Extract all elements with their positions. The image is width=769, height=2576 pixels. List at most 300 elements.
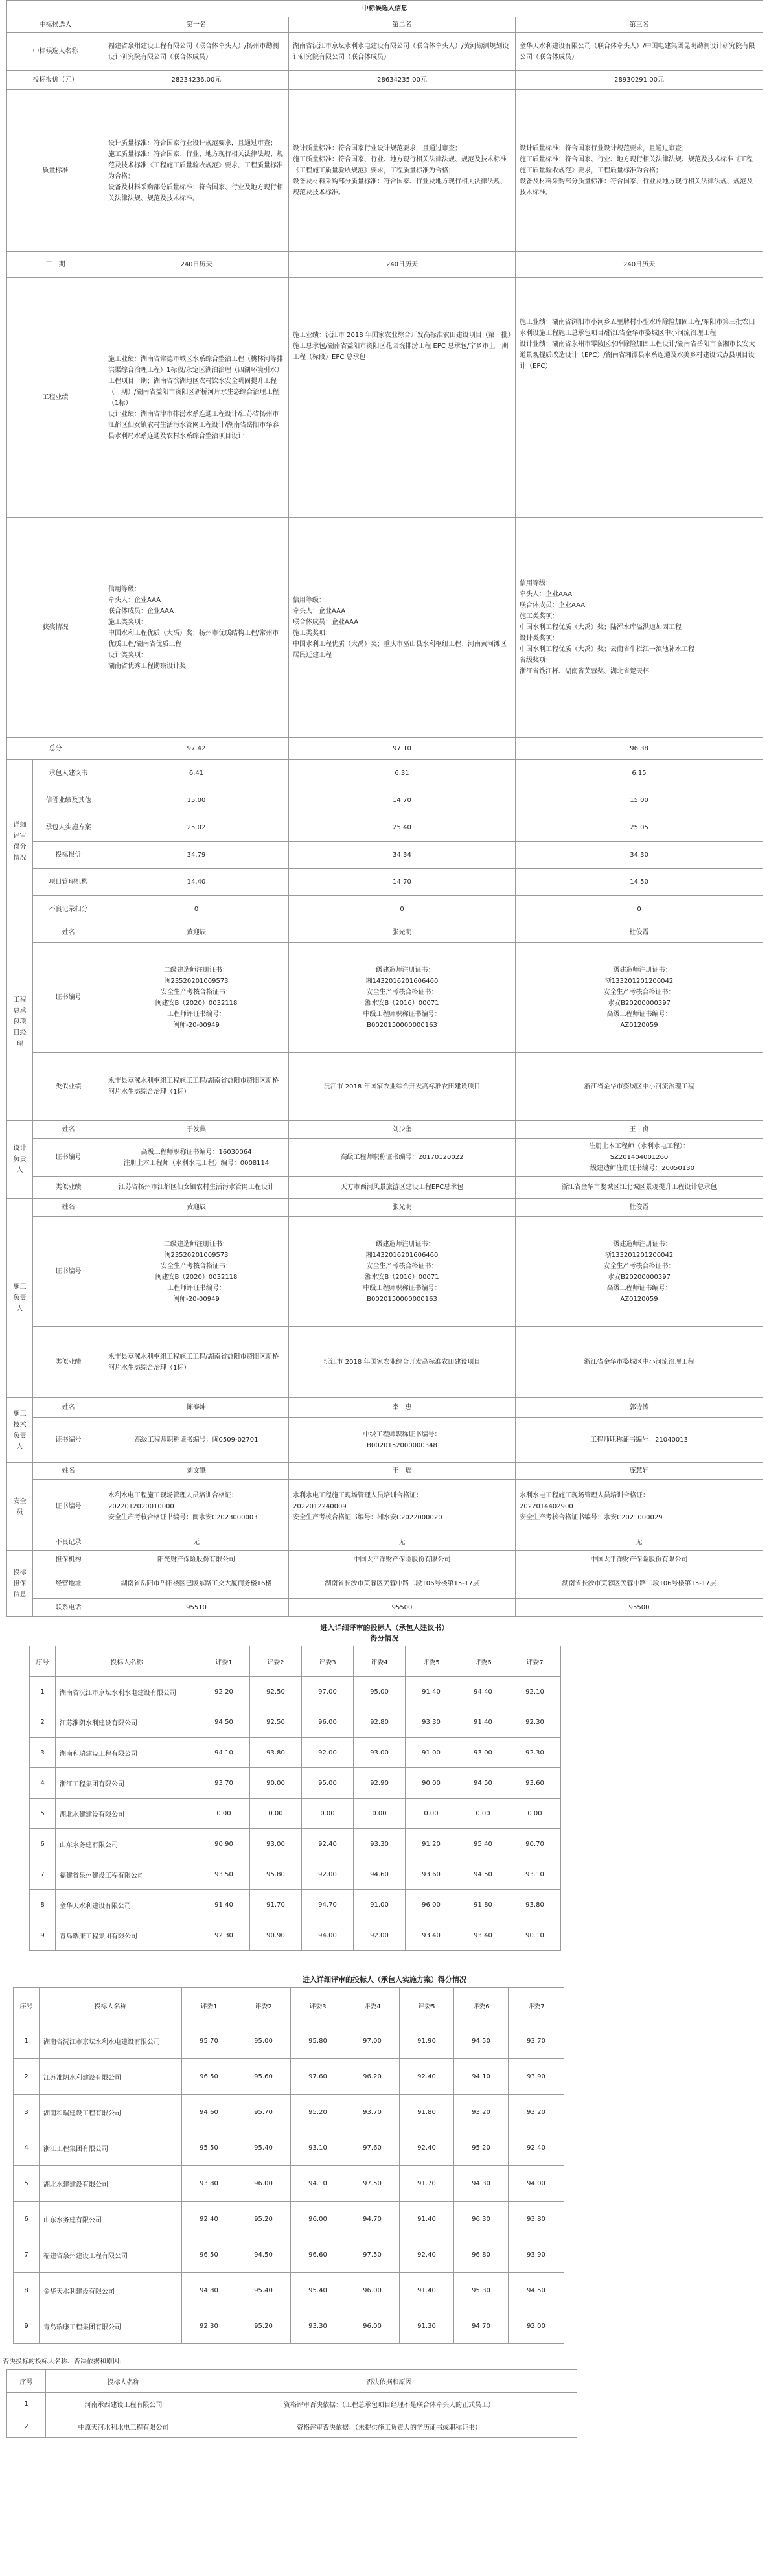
quality-third: 设计质量标准：符合国家行业设计规范要求，且通过审查； 施工质量标准：符合国家、行业、地方现行相关法律法规、规范及技术标准《工程施工质量验收规范》要求，工程质量标准为合格； 设备及材料采购部分质量标准：符合国家、行业及地方现行相关法律法规、规范及技术标准。 [516, 90, 763, 252]
score1-cell: 福建省泉州建设工程有限公司 [56, 1859, 198, 1890]
rejected-cell: 1 [7, 2393, 46, 2415]
pm-perf-second: 沅江市 2018 年国家农业综合开发高标准农田建设项目 [289, 1053, 516, 1121]
performance-first: 施工业绩：湖南省常德市城区水系综合整治工程（桃林河等排洪渠综合治理工程）1标段/永定区湖泊治理（四湖环境引水）工程项目一期；湖南省滨湖地区农村饮水安全巩固提升工程（一期）/湖南省益阳市资阳区新桥河片水生态综合治理工程（1标） 设计业绩：湖南省津市排涝水系连通工程设计/江苏省扬州市江都区仙女镇农村生活污水管网工程设计/湖南省岳阳市华容县水利局水系连通及农村水系综合整治项目设计 [104, 278, 289, 518]
construction-name-third: 杜俊霞 [516, 1199, 763, 1217]
score1-cell: 92.40 [302, 1829, 354, 1859]
score2-row [14, 2059, 564, 2095]
score1-cell: 90.90 [198, 1829, 250, 1859]
safety-bad-label: 不良记录 [33, 1534, 104, 1551]
score1-cell: 93.10 [509, 1859, 561, 1890]
score2-header-cell: 序号 [14, 1988, 40, 2023]
score2-cell: 91.90 [400, 2023, 454, 2059]
design-name-second: 刘少奎 [289, 1121, 516, 1139]
score2-cell: 94.50 [509, 2273, 564, 2308]
design-perf-label: 类似业绩 [33, 1177, 104, 1199]
bid-price-third: 28930291.00元 [516, 71, 763, 90]
score2-cell: 95.30 [454, 2273, 509, 2308]
detail-row-label: 项目管理机构 [33, 869, 104, 896]
score1-header-cell: 投标人名称 [56, 1646, 198, 1677]
construction-perf-third: 浙江省金华市婺城区中小河流治理工程 [516, 1327, 763, 1398]
tech-section-label: 施工技术负责人 [7, 1398, 33, 1463]
score1-cell: 92.90 [354, 1768, 406, 1799]
score1-cell: 江苏淮阴水利建设有限公司 [56, 1707, 198, 1738]
score1-cell: 93.80 [509, 1890, 561, 1920]
score1-cell: 金华天水利建设有限公司 [56, 1890, 198, 1920]
score2-cell: 95.70 [236, 2095, 291, 2130]
score2-cell: 94.50 [454, 2023, 509, 2059]
safety-section-label: 安全员 [7, 1463, 33, 1551]
safety-cert-third: 水利水电工程施工现场管理人员培训合格证： 2022014402900 安全生产考核合格证书编号：水安C2021000029 [516, 1480, 763, 1534]
design-perf-second: 天方市西河风景旅游区建设工程EPC总承包 [289, 1177, 516, 1199]
score1-header-cell: 序号 [30, 1646, 56, 1677]
rejected-header-cell: 序号 [7, 2370, 46, 2393]
score2-row [14, 2273, 564, 2308]
score2-cell: 95.20 [236, 2202, 291, 2237]
performance-third: 施工业绩：湖南省浏阳市小河乡五里牌村小型水库除险加固工程/东阳市第三批农田水利设施工程施工总承包项目/浙江省金华市婺城区中小河流治理工程 设计业绩：湖南省永州市零陵区水库除险加固工程设计/湖南省岳阳市临湘市长安大道景观提质改造设计（EPC）/湖南省湘潭县水系连通及水美乡村建设试点县项目设计（EPC） [516, 278, 763, 518]
detail-row-second: 6.31 [289, 760, 516, 787]
pm-cert-second: 一级建造师注册证书： 湘1432016201606460 安全生产考核合格证书： 湘水安B（2016）00071 中级工程师职称证书编号： B0020150000000163 [289, 943, 516, 1053]
score2-cell: 91.40 [400, 2273, 454, 2308]
score1-cell: 0.00 [509, 1799, 561, 1829]
score2-row [14, 2095, 564, 2130]
pm-name-label: 姓名 [33, 923, 104, 943]
pm-cert-third: 一级建造师注册证书： 浙133201201200042 安全生产考核合格证书： 水安B20200000397 高级工程师证书编号： AZ0120059 [516, 943, 763, 1053]
score2-cell: 9 [14, 2308, 40, 2344]
score1-title: 进入详细评审的投标人（承包人建议书） [320, 1624, 449, 1632]
detail-row-third: 25.05 [516, 814, 763, 842]
score2-cell: 96.30 [454, 2202, 509, 2237]
score2-cell: 94.70 [345, 2202, 400, 2237]
score2-header-cell: 评委4 [345, 1988, 400, 2023]
candidate-info-table [6, 0, 763, 1617]
score2-cell: 95.20 [291, 2095, 345, 2130]
score2-cell: 96.00 [291, 2202, 345, 2237]
score1-cell: 92.00 [302, 1859, 354, 1890]
design-cert-second: 高级工程师职称证书编号：20170120022 [289, 1139, 516, 1177]
score1-cell: 94.50 [198, 1707, 250, 1738]
score1-cell: 92.00 [302, 1738, 354, 1768]
detail-row-label: 信誉业绩及其他 [33, 787, 104, 814]
score1-cell: 5 [30, 1799, 56, 1829]
detail-row-third: 14.50 [516, 869, 763, 896]
score2-row [14, 2308, 564, 2344]
tech-name-label: 姓名 [33, 1398, 104, 1418]
score2-cell: 8 [14, 2273, 40, 2308]
score1-cell: 94.70 [302, 1890, 354, 1920]
score1-row [30, 1768, 561, 1799]
score1-cell: 浙江工程集团有限公司 [56, 1768, 198, 1799]
safety-bad-first: 无 [104, 1534, 289, 1551]
total-score-first: 97.42 [104, 738, 289, 760]
score1-header-cell: 评委1 [198, 1646, 250, 1677]
bidder-name-second: 湖南省沅江市京坛水利水电建设有限公司（联合体牵头人）/黄河勘测规划设计研究院有限公司（联合体成员） [289, 33, 516, 71]
score1-row [30, 1707, 561, 1738]
score1-cell: 93.40 [406, 1920, 457, 1951]
safety-cert-first: 水利水电工程施工现场管理人员培训合格证： 2022012020010000 安全生产考核合格证书编号：闽水安C2023000003 [104, 1480, 289, 1534]
construction-perf-first: 永丰县草漯水利枢纽工程施工工程/湖南省益阳市资阳区新桥河片水生态综合治理（1标） [104, 1327, 289, 1398]
score1-cell: 4 [30, 1768, 56, 1799]
construction-cert-label: 证书编号 [33, 1217, 104, 1327]
construction-name-first: 黄迎辰 [104, 1199, 289, 1217]
guarantee-addr-first: 湖南省岳阳市岳阳楼区巴陵东路工交大厦商务楼16楼 [104, 1569, 289, 1599]
score1-cell: 0.00 [457, 1799, 509, 1829]
score1-cell: 91.80 [457, 1890, 509, 1920]
score1-cell: 92.30 [509, 1707, 561, 1738]
rejected-row [7, 2415, 577, 2438]
score2-cell: 2 [14, 2059, 40, 2095]
guarantee-phone-label: 联系电话 [33, 1599, 104, 1617]
score1-cell: 93.80 [250, 1738, 302, 1768]
score1-cell: 0.00 [198, 1799, 250, 1829]
score2-cell: 93.20 [509, 2095, 564, 2130]
score2-cell: 95.40 [236, 2273, 291, 2308]
pm-name-second: 张光明 [289, 923, 516, 943]
pm-cert-first: 二级建造师注册证书： 闽23520201009573 安全生产考核合格证书： 闽建安B（2020）0032118 工程师评证书编号： 闽师-20-00949 [104, 943, 289, 1053]
score1-cell: 94.10 [198, 1738, 250, 1768]
score2-cell: 95.60 [236, 2059, 291, 2095]
guarantee-phone-second: 95500 [289, 1599, 516, 1617]
score1-cell: 2 [30, 1707, 56, 1738]
total-score-third: 96.38 [516, 738, 763, 760]
score1-cell: 92.50 [250, 1677, 302, 1707]
score2-cell: 93.20 [454, 2095, 509, 2130]
score2-cell: 97.50 [345, 2237, 400, 2273]
rejected-header-cell: 投标人名称 [46, 2370, 201, 2393]
score2-cell: 96.00 [345, 2308, 400, 2344]
score1-cell: 93.00 [457, 1738, 509, 1768]
score1-cell: 94.50 [457, 1859, 509, 1890]
score1-row [30, 1890, 561, 1920]
score2-table [13, 1987, 564, 2344]
score1-cell: 94.60 [354, 1859, 406, 1890]
guarantee-org-second: 中国太平洋财产保险股份有限公司 [289, 1551, 516, 1569]
score1-cell: 92.20 [198, 1677, 250, 1707]
score2-row [14, 2202, 564, 2237]
score1-cell: 96.00 [406, 1890, 457, 1920]
score1-cell: 95.00 [302, 1768, 354, 1799]
score1-cell: 90.10 [509, 1920, 561, 1951]
detail-row-first: 15.00 [104, 787, 289, 814]
duration-label: 工 期 [7, 252, 104, 278]
score1-cell: 90.90 [250, 1920, 302, 1951]
guarantee-addr-third: 湖南省长沙市芙蓉区芙蓉中路二段106号楼第15-17层 [516, 1569, 763, 1599]
score1-cell: 90.70 [509, 1829, 561, 1859]
score2-cell: 95.50 [182, 2130, 236, 2166]
score1-cell: 93.60 [406, 1859, 457, 1890]
score2-cell: 94.10 [454, 2059, 509, 2095]
safety-name-third: 庞慧轩 [516, 1463, 763, 1480]
score2-cell: 92.40 [400, 2237, 454, 2273]
awards-second: 信用等级： 牵头人：企业AAA 联合体成员：企业AAA 施工类奖项： 中国水利工程优质（大禹）奖；重庆市巫山县水利枢纽工程、河南黄河滩区居民迁建工程 [289, 518, 516, 738]
score2-cell: 95.20 [454, 2130, 509, 2166]
score1-cell: 91.00 [354, 1890, 406, 1920]
design-cert-third: 注册土木工程师（水利水电工程）： SZ201404001260 一级建造师注册证书编号：20050130 [516, 1139, 763, 1177]
score2-header-cell: 评委1 [182, 1988, 236, 2023]
score1-cell: 94.00 [302, 1920, 354, 1951]
score1-cell: 8 [30, 1890, 56, 1920]
score1-row [30, 1738, 561, 1768]
score2-cell: 91.40 [400, 2202, 454, 2237]
detail-row-third: 6.15 [516, 760, 763, 787]
score2-cell: 96.50 [182, 2237, 236, 2273]
score1-cell: 91.70 [250, 1890, 302, 1920]
score2-cell: 92.40 [182, 2202, 236, 2237]
score2-cell: 95.40 [291, 2273, 345, 2308]
score2-cell: 浙江工程集团有限公司 [40, 2130, 182, 2166]
score2-cell: 3 [14, 2095, 40, 2130]
score2-cell: 93.80 [509, 2202, 564, 2237]
score2-cell: 92.30 [182, 2308, 236, 2344]
score1-header-row [30, 1646, 561, 1677]
awards-label: 获奖情况 [7, 518, 104, 738]
score1-cell: 91.40 [406, 1677, 457, 1707]
quality-second: 设计质量标准：符合国家行业设计规范要求，且通过审查； 施工质量标准：符合国家、行业、地方现行相关法律法规、规范及技术标准《工程施工质量验收规范》要求，工程质量标准为合格； 设备及材料采购部分质量标准：符合国家、行业及地方现行相关法律法规、规范及技术标准。 [289, 90, 516, 252]
score2-cell: 95.20 [236, 2308, 291, 2344]
score2-cell: 1 [14, 2023, 40, 2059]
score2-header-cell: 评委7 [509, 1988, 564, 2023]
tech-name-third: 郭诗涛 [516, 1398, 763, 1418]
detail-row-third: 0 [516, 896, 763, 923]
score2-row [14, 2166, 564, 2202]
score1-cell: 93.00 [250, 1829, 302, 1859]
score2-cell: 5 [14, 2166, 40, 2202]
score2-header-cell: 评委3 [291, 1988, 345, 2023]
safety-bad-second: 无 [289, 1534, 516, 1551]
score1-table [29, 1646, 561, 1951]
score1-cell: 92.30 [198, 1920, 250, 1951]
guarantee-org-label: 担保机构 [33, 1551, 104, 1569]
score1-cell: 90.00 [250, 1768, 302, 1799]
score1-cell: 92.10 [509, 1677, 561, 1707]
quality-first: 设计质量标准：符合国家行业设计规范要求，且通过审查； 施工质量标准：符合国家、行业、地方现行相关法律法规、规范及技术标准《工程施工质量验收规范》要求，工程质量标准为合格； 设备及材料采购部分质量标准：符合国家、行业及地方现行相关法律法规、规范及技术标准。 [104, 90, 289, 252]
pm-perf-third: 浙江省金华市婺城区中小河流治理工程 [516, 1053, 763, 1121]
tech-name-second: 李 忠 [289, 1398, 516, 1418]
detail-row-label: 承包人实施方案 [33, 814, 104, 842]
guarantee-phone-first: 95510 [104, 1599, 289, 1617]
total-score-label: 总分 [7, 738, 104, 760]
detail-row-first: 0 [104, 896, 289, 923]
rejected-table [6, 2369, 577, 2438]
safety-bad-third: 无 [516, 1534, 763, 1551]
guarantee-org-first: 阳光财产保险股份有限公司 [104, 1551, 289, 1569]
detail-row-label: 投标报价 [33, 842, 104, 869]
score1-header-cell: 评委5 [406, 1646, 457, 1677]
score2-cell: 92.00 [509, 2308, 564, 2344]
score1-cell: 0.00 [250, 1799, 302, 1829]
score2-cell: 95.00 [236, 2023, 291, 2059]
score1-row [30, 1829, 561, 1859]
score2-cell: 97.60 [345, 2130, 400, 2166]
safety-cert-label: 证书编号 [33, 1480, 104, 1534]
score2-row [14, 2130, 564, 2166]
safety-cert-second: 水利水电工程施工现场管理人员培训合格证： 2022012240009 安全生产考核合格证书编号：湘水安C2022000020 [289, 1480, 516, 1534]
score1-cell: 湖北水建建设有限公司 [56, 1799, 198, 1829]
quality-label: 质量标准 [7, 90, 104, 252]
detail-row-second: 14.70 [289, 787, 516, 814]
score2-header-row [14, 1988, 564, 2023]
score1-cell: 93.40 [457, 1920, 509, 1951]
score2-cell: 93.90 [509, 2237, 564, 2273]
score1-cell: 93.30 [406, 1707, 457, 1738]
score1-cell: 7 [30, 1859, 56, 1890]
rejected-cell: 河南承西建设工程有限公司 [46, 2393, 201, 2415]
detail-row-label: 不良记录扣分 [33, 896, 104, 923]
design-name-first: 于发典 [104, 1121, 289, 1139]
score2-cell: 91.30 [400, 2308, 454, 2344]
score2-cell: 96.00 [236, 2166, 291, 2202]
detail-row-second: 34.34 [289, 842, 516, 869]
rejected-title: 否决投标的投标人名称、否决依据和原因： [3, 2358, 126, 2365]
construction-perf-label: 类似业绩 [33, 1327, 104, 1398]
bidder-name-label: 中标候选人名称 [7, 33, 104, 71]
score1-cell: 95.40 [457, 1829, 509, 1859]
performance-second: 施工业绩：沅江市 2018 年国家农业综合开发高标准农田建设项目（第一批）施工总承包/湖南省益阳市资阳区花园垸排涝工程 EPC 总承包/宁乡市上一期工程（标段）EPC 总承包 [289, 278, 516, 518]
score1-cell: 92.50 [250, 1707, 302, 1738]
score1-cell: 93.50 [198, 1859, 250, 1890]
construction-cert-third: 一级建造师注册证书： 浙133201201200042 安全生产考核合格证书： 水安B20200000397 高级工程师证书编号： AZ0120059 [516, 1217, 763, 1327]
safety-name-second: 王 瑶 [289, 1463, 516, 1480]
construction-cert-second: 一级建造师注册证书： 湘1432016201606460 安全生产考核合格证书： 湘水安B（2016）00071 中级工程师职称证书编号： B0020150000000163 [289, 1217, 516, 1327]
score2-cell: 97.60 [291, 2059, 345, 2095]
detail-row-first: 14.40 [104, 869, 289, 896]
design-cert-first: 高级工程师职称证书编号：16030064 注册土木工程师（水利水电工程）编号：0008114 [104, 1139, 289, 1177]
tech-cert-label: 证书编号 [33, 1418, 104, 1463]
pm-perf-first: 永丰县草漯水利枢纽工程施工工程/湖南省益阳市资阳区新桥河片水生态综合治理（1标） [104, 1053, 289, 1121]
score1-row [30, 1799, 561, 1829]
score1-cell: 山东水务建有限公司 [56, 1829, 198, 1859]
awards-third: 信用等级： 牵头人：企业AAA 联合体成员：企业AAA 施工类奖项： 中国水利工程优质（大禹）奖；陆浑水库溢洪道加固工程 设计类奖项： 中国水利工程优质（大禹）奖；云南省牛栏江一滇池补水工程 省级奖项： 浙江省钱江杯、湖南省芙蓉奖、湖北省楚天杯 [516, 518, 763, 738]
design-name-third: 王 贞 [516, 1121, 763, 1139]
score1-subtitle: 得分情况 [370, 1634, 399, 1642]
score2-cell: 93.10 [291, 2130, 345, 2166]
score2-cell: 4 [14, 2130, 40, 2166]
rejected-header-row [7, 2370, 577, 2393]
score2-cell: 92.40 [509, 2130, 564, 2166]
score2-header-cell: 投标人名称 [40, 1988, 182, 2023]
score1-cell: 91.40 [198, 1890, 250, 1920]
score2-cell: 93.90 [509, 2059, 564, 2095]
detail-row-third: 34.30 [516, 842, 763, 869]
score2-cell: 97.50 [345, 2166, 400, 2202]
score2-cell: 93.30 [291, 2308, 345, 2344]
score1-cell: 0.00 [354, 1799, 406, 1829]
score1-cell: 95.80 [250, 1859, 302, 1890]
score2-cell: 95.80 [291, 2023, 345, 2059]
score2-cell: 91.70 [400, 2166, 454, 2202]
detail-row-first: 25.02 [104, 814, 289, 842]
score2-cell: 91.80 [400, 2095, 454, 2130]
guarantee-org-third: 中国太平洋财产保险股份有限公司 [516, 1551, 763, 1569]
bid-price-label: 投标报价（元） [7, 71, 104, 90]
score2-title: 进入详细评审的投标人（承包人实施方案）得分情况 [303, 1975, 466, 1984]
tech-cert-second: 中级工程师职称证书编号： B0020152000000348 [289, 1418, 516, 1463]
design-perf-third: 浙江省金华市婺城区江北城区景观提升工程设计总承包 [516, 1177, 763, 1199]
score2-cell: 96.20 [345, 2059, 400, 2095]
score2-cell: 96.50 [182, 2059, 236, 2095]
guarantee-section-label: 投标担保信息 [7, 1551, 33, 1617]
detail-row-second: 0 [289, 896, 516, 923]
score1-cell: 93.70 [198, 1768, 250, 1799]
score2-cell: 94.30 [454, 2166, 509, 2202]
header-second: 第二名 [289, 17, 516, 33]
score2-header-cell: 评委2 [236, 1988, 291, 2023]
detail-row-second: 14.70 [289, 869, 516, 896]
score2-cell: 97.00 [345, 2023, 400, 2059]
score1-cell: 92.00 [354, 1920, 406, 1951]
score2-cell: 6 [14, 2202, 40, 2237]
design-perf-first: 江苏省扬州市江都区仙女镇农村生活污水管网工程设计 [104, 1177, 289, 1199]
score2-row [14, 2023, 564, 2059]
score2-cell: 山东水务建有限公司 [40, 2202, 182, 2237]
score2-cell: 金华天水利建设有限公司 [40, 2273, 182, 2308]
score1-cell: 93.00 [354, 1738, 406, 1768]
score2-cell: 94.70 [454, 2308, 509, 2344]
score2-cell: 93.80 [182, 2166, 236, 2202]
header-first: 第一名 [104, 17, 289, 33]
score1-cell: 90.00 [406, 1768, 457, 1799]
rejected-cell: 资格评审否决依据：（未提供施工负责人的学历证书或职称证书） [201, 2415, 577, 2438]
score1-row [30, 1677, 561, 1707]
score2-cell: 96.00 [345, 2273, 400, 2308]
construction-name-label: 姓名 [33, 1199, 104, 1217]
safety-name-label: 姓名 [33, 1463, 104, 1480]
tech-name-first: 陈泰坤 [104, 1398, 289, 1418]
main-title: 中标候选人信息 [7, 1, 763, 17]
score2-cell: 青岛瑞康工程集团有限公司 [40, 2308, 182, 2344]
rejected-cell: 中原天河水利水电工程有限公司 [46, 2415, 201, 2438]
score1-cell: 93.60 [509, 1768, 561, 1799]
score2-cell: 湖北水建建设有限公司 [40, 2166, 182, 2202]
score2-cell: 95.40 [236, 2130, 291, 2166]
detail-row-second: 25.40 [289, 814, 516, 842]
score2-header-cell: 评委6 [454, 1988, 509, 2023]
score1-cell: 95.00 [354, 1677, 406, 1707]
score2-cell: 93.70 [345, 2095, 400, 2130]
detail-row-third: 15.00 [516, 787, 763, 814]
score2-cell: 福建省泉州建设工程有限公司 [40, 2237, 182, 2273]
construction-perf-second: 沅江市 2018 年国家农业综合开发高标准农田建设项目 [289, 1327, 516, 1398]
bid-price-first: 28234236.00元 [104, 71, 289, 90]
score1-cell: 93.30 [354, 1829, 406, 1859]
duration-first: 240日历天 [104, 252, 289, 278]
pm-cert-label: 证书编号 [33, 943, 104, 1053]
pm-name-third: 杜俊霞 [516, 923, 763, 943]
duration-third: 240日历天 [516, 252, 763, 278]
score2-cell: 96.80 [454, 2237, 509, 2273]
construction-cert-first: 二级建造师注册证书： 闽23520201009573 安全生产考核合格证书： 闽建安B（2020）0032118 工程师评证书编号： 闽师-20-00949 [104, 1217, 289, 1327]
performance-label: 工程业绩 [7, 278, 104, 518]
score2-cell: 江苏淮阴水利建设有限公司 [40, 2059, 182, 2095]
header-third: 第三名 [516, 17, 763, 33]
score1-cell: 0.00 [406, 1799, 457, 1829]
score2-cell: 7 [14, 2237, 40, 2273]
score2-cell: 94.80 [182, 2273, 236, 2308]
score1-cell: 湖南和瑞建设工程有限公司 [56, 1738, 198, 1768]
design-section-label: 设计负责人 [7, 1121, 33, 1199]
score1-cell: 92.80 [354, 1707, 406, 1738]
score1-cell: 91.20 [406, 1829, 457, 1859]
score1-cell: 91.40 [457, 1707, 509, 1738]
score1-cell: 0.00 [302, 1799, 354, 1829]
pm-name-first: 黄迎辰 [104, 923, 289, 943]
design-name-label: 姓名 [33, 1121, 104, 1139]
score1-cell: 湖南省沅江市京坛水利水电建设有限公司 [56, 1677, 198, 1707]
header-label: 中标候选人 [7, 17, 104, 33]
score1-cell: 1 [30, 1677, 56, 1707]
detail-section-label: 详细评审得分情况 [7, 760, 33, 923]
bid-price-second: 28634235.00元 [289, 71, 516, 90]
score1-cell: 91.00 [406, 1738, 457, 1768]
